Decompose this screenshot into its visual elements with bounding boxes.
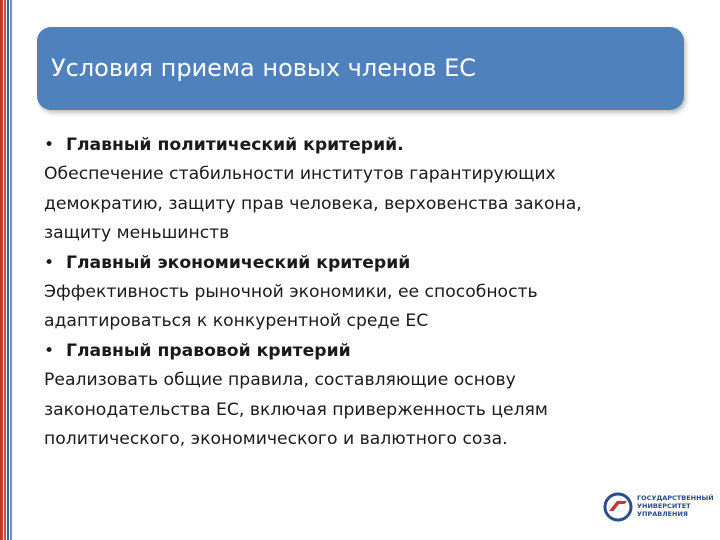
title-banner bbox=[37, 27, 684, 110]
criterion-heading: • Главный экономический критерий bbox=[44, 249, 664, 278]
criterion-heading: • Главный политический критерий. bbox=[44, 131, 664, 160]
criterion-text-line: защиту меньшинств bbox=[44, 223, 230, 244]
left-border-stripe bbox=[7, 0, 9, 540]
slide-title: Условия приема новых членов ЕС bbox=[51, 54, 477, 82]
left-border-stripe bbox=[10, 0, 12, 540]
criterion-text-line: Эффективность рыночной экономики, ее способность bbox=[44, 282, 538, 303]
left-border-stripe bbox=[4, 0, 6, 540]
criterion-text-line: адаптироваться к конкурентной среде ЕС bbox=[44, 311, 429, 332]
bullet-icon: • bbox=[44, 135, 55, 155]
left-border-stripe bbox=[0, 0, 3, 540]
slide-content bbox=[44, 131, 664, 454]
criterion-text-line: законодательства ЕС, включая приверженность целям bbox=[44, 399, 548, 420]
criterion-text-line: демократию, защиту прав человека, верховенства закона, bbox=[44, 193, 582, 214]
criterion-text-line: Реализовать общие правила, составляющие основу bbox=[44, 370, 516, 391]
bullet-icon: • bbox=[44, 340, 55, 361]
logo-text: ГОСУДАРСТВЕННЫЙ УНИВЕРСИТЕТ УПРАВЛЕНИЯ bbox=[637, 494, 714, 518]
university-logo bbox=[603, 489, 713, 529]
university-emblem-icon bbox=[603, 492, 633, 522]
criterion-text-line: Обеспечение стабильности институтов гарантирующих bbox=[44, 164, 556, 185]
criterion-heading: • Главный правовой критерий bbox=[44, 337, 664, 366]
criterion-text-line: политического, экономического и валютного соза. bbox=[44, 429, 508, 450]
bullet-icon: • bbox=[44, 252, 55, 273]
